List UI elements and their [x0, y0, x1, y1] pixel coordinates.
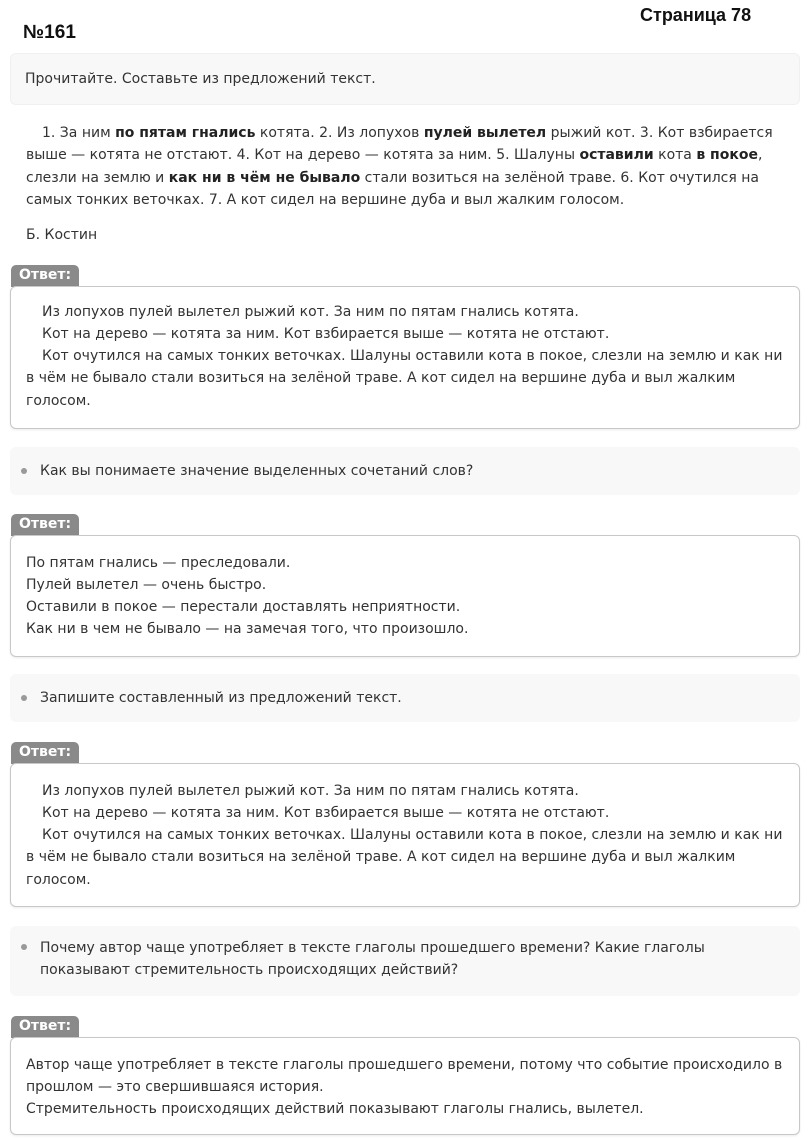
task-number: №161 — [23, 22, 76, 43]
answer-line: По пятам гнались — преследовали. — [26, 555, 291, 571]
highlighted-phrase: оставили — [579, 147, 654, 164]
highlighted-phrase: по пятам гнались — [115, 125, 256, 141]
text-segment: , слезли на землю и — [26, 147, 763, 186]
answer-label: Ответ: — [11, 742, 79, 764]
answer-line: Стремительность происходящих действий показывают глаголы гнались, вылетел. — [26, 1101, 644, 1117]
answer-paragraph: Из лопухов пулей вылетел рыжий кот. За ним по пятам гнались котята. — [42, 304, 579, 320]
bullet-icon — [21, 695, 27, 701]
question-text: Запишите составленный из предложений текст. — [40, 690, 402, 706]
answer-line: Автор чаще употребляет в тексте глаголы прошедшего времени, потому что событие происходило в прошлом — это свершившаяся история. — [26, 1057, 783, 1096]
answer-paragraph: Кот на дерево — котята за ним. Кот взбирается выше — котята не отстают. — [42, 326, 610, 342]
question-text: Как вы понимаете значение выделенных сочетаний слов? — [40, 463, 474, 479]
answer-box-4 — [10, 1037, 800, 1135]
instruction-text: Прочитайте. Составьте из предложений текст. — [25, 71, 376, 87]
text-segment: 1. За ним — [42, 125, 116, 141]
text-segment: котята. 2. Из лопухов — [255, 125, 424, 141]
instruction-box — [10, 53, 800, 105]
question-box-1 — [10, 447, 800, 495]
highlighted-phrase: как ни в чём не бывало — [168, 169, 361, 186]
answer-paragraph: Кот очутился на самых тонких веточках. Шалуны оставили кота в покое, слезли на землю и как ни в чём не бывало стали возиться на зелёной траве. А кот сидел на вершине дуба и выл жалким голосом. — [26, 827, 783, 888]
answer-line: Оставили в покое — перестали доставлять неприятности. — [26, 599, 461, 615]
answer-box-2 — [10, 535, 800, 657]
answer-box-3 — [10, 763, 800, 907]
answer-line: Пулей вылетел — очень быстро. — [26, 577, 267, 593]
answer-line: Как ни в чем не бывало — на замечая того, что произошло. — [26, 621, 469, 637]
answer-label: Ответ: — [11, 265, 79, 287]
answer-paragraph: Кот на дерево — котята за ним. Кот взбирается выше — котята не отстают. — [42, 805, 610, 821]
answer-box-1 — [10, 286, 800, 429]
bullet-icon — [21, 944, 27, 950]
question-text: Почему автор чаще употребляет в тексте глаголы прошедшего времени? Какие глаголы показывают стремительность происходящих действий? — [40, 940, 705, 979]
text-segment: кота — [653, 147, 697, 164]
text-segment: стали возиться на зелёной траве. 6. Кот очутился на самых тонких веточках. 7. А кот сидел на вершине дуба и выл жалким голосом. — [26, 169, 759, 208]
exercise-text — [26, 122, 796, 211]
text-segment: рыжий кот. 3. Кот взбирается выше — котята не отстают. 4. Кот на дерево — котята за ним. 5. Шалуны — [26, 125, 773, 164]
page-number: Страница 78 — [640, 5, 752, 25]
highlighted-phrase: пулей вылетел — [423, 125, 547, 141]
author-name: Б. Костин — [26, 227, 98, 243]
answer-paragraph: Кот очутился на самых тонких веточках. Шалуны оставили кота в покое, слезли на землю и как ни в чём не бывало стали возиться на зелёной траве. А кот сидел на вершине дуба и выл жалким голосом. — [26, 348, 783, 409]
answer-paragraph: Из лопухов пулей вылетел рыжий кот. За ним по пятам гнались котята. — [42, 783, 579, 799]
question-box-3 — [10, 926, 800, 996]
bullet-icon — [21, 468, 27, 474]
answer-label: Ответ: — [11, 514, 79, 536]
answer-label: Ответ: — [11, 1016, 79, 1038]
question-box-2 — [10, 674, 800, 722]
highlighted-phrase: в покое — [696, 147, 758, 164]
